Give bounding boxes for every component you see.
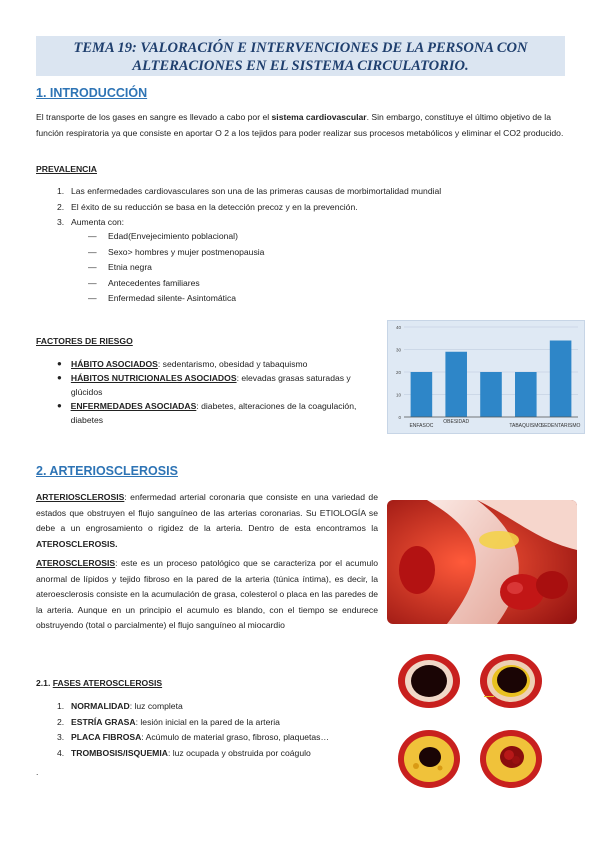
chart-bar	[515, 372, 537, 417]
fase-text: : luz ocupada y obstruida por coágulo	[167, 747, 311, 758]
chart-bar	[480, 372, 502, 417]
prevalencia-list	[57, 184, 567, 231]
item-number: 1.	[57, 701, 65, 711]
arterio-label: ARTERIOSCLEROSIS	[36, 492, 125, 502]
fases-list	[57, 699, 387, 761]
artery-section-fatty-streak	[476, 652, 546, 715]
fase-label: PLACA FIBROSA	[71, 732, 142, 742]
artery-section-fibrous-plaque	[394, 728, 464, 795]
x-tick-label: OBESIDAD	[443, 419, 470, 425]
list-item	[57, 399, 382, 427]
dash-icon: —	[88, 262, 97, 272]
y-tick-label: 10	[395, 392, 401, 398]
title-banner	[36, 36, 565, 76]
item-number: 2.	[57, 716, 65, 727]
sublist-item	[88, 276, 388, 292]
bullet-icon: ●	[57, 359, 62, 368]
list-item	[57, 357, 382, 371]
intro-text-b: . Sin embargo, constituye el último objetivo de la función respiratoria ya que consiste en aportar O 2 a los tejidos para poder realizar sus procesos metabólicos y eliminar el CO2 producido.	[36, 112, 564, 138]
fases-heading	[36, 678, 162, 688]
factor-label: HÁBITO ASOCIADOS	[71, 359, 158, 369]
item-number: 3.	[57, 217, 65, 227]
factor-text: : diabetes, alteraciones de la coagulación, diabetes	[70, 401, 357, 425]
intro-paragraph	[36, 110, 564, 141]
item-number: 1.	[57, 186, 65, 196]
intro-bold: sistema cardiovascular	[271, 112, 367, 122]
factor-label: HÁBITOS NUTRICIONALES ASOCIADOS	[70, 373, 237, 383]
intro-heading: 1. INTRODUCCIÓN	[36, 86, 148, 100]
bullet-icon: ●	[57, 401, 62, 410]
chart-bar	[411, 372, 433, 417]
list-item	[57, 371, 382, 399]
artery-section-normal	[394, 652, 464, 715]
sublist-item	[88, 229, 388, 245]
atero-paragraph	[36, 556, 378, 634]
title-line-1: TEMA 19: VALORACIÓN E INTERVENCIONES DE LA PERSONA CON	[73, 40, 528, 56]
bullet-icon: ●	[57, 373, 62, 382]
factor-label: ENFERMEDADES ASOCIADAS	[70, 401, 197, 411]
fase-text: : luz completa	[129, 701, 183, 711]
artery-illustration	[387, 500, 577, 624]
item-text: El éxito de su reducción se basa en la detección precoz y en la prevención.	[71, 201, 358, 212]
list-item	[57, 200, 567, 216]
document-title	[36, 39, 565, 75]
dash-icon: —	[88, 293, 97, 303]
artery-section-thrombosis	[476, 728, 546, 795]
arterio-bold: ATEROSCLEROSIS.	[36, 538, 118, 549]
fases-number: 2.1.	[36, 678, 51, 688]
y-tick-label: 30	[395, 347, 401, 353]
dash-icon: —	[88, 231, 97, 241]
arterio-paragraph	[36, 490, 378, 552]
y-tick-label: 20	[395, 370, 401, 375]
factores-list	[57, 357, 382, 427]
chart-bar	[445, 352, 467, 417]
sublist-item	[88, 291, 388, 307]
sublist-item	[88, 245, 388, 261]
title-line-2: ALTERACIONES EN EL SISTEMA CIRCULATORIO.	[132, 58, 469, 74]
artery-plaque-image-2	[394, 728, 464, 790]
list-item	[57, 184, 567, 200]
fase-label: NORMALIDAD	[71, 701, 130, 711]
list-item	[57, 746, 387, 762]
sublist-text: Antecedentes familiares	[108, 277, 200, 288]
risk-factor-chart	[387, 320, 585, 434]
sublist-text: Etnia negra	[108, 262, 152, 272]
factor-text: : elevadas grasas saturadas y glúcidos	[70, 373, 351, 397]
sublist-text: Sexo> hombres y mujer postmenopausia	[108, 246, 265, 257]
list-item	[57, 699, 387, 715]
x-tick-label: SEDENTARISMO	[540, 423, 581, 429]
fase-text: : Acúmulo de material graso, fibroso, plaquetas…	[141, 732, 330, 742]
list-item	[57, 730, 387, 746]
sublist-text: Enfermedad silente- Asintomática	[108, 293, 237, 303]
fase-label: TROMBOSIS/ISQUEMIA	[71, 747, 168, 758]
artery-normal-image	[394, 652, 464, 710]
y-tick-label: 40	[395, 325, 401, 330]
bar-chart	[388, 321, 584, 433]
x-tick-label: ENFASOC	[409, 423, 434, 429]
intro-text-a: El transporte de los gases en sangre es llevado a cabo por el	[36, 112, 272, 122]
factor-text: : sedentarismo, obesidad y tabaquismo	[157, 359, 308, 369]
factores-heading: FACTORES DE RIESGO	[36, 336, 133, 346]
artery-streak-image	[476, 652, 546, 710]
item-text: Aumenta con:	[71, 217, 125, 227]
artery-thrombosis-image	[476, 728, 546, 790]
arterio-heading: 2. ARTERIOSCLEROSIS	[36, 464, 178, 478]
chart-bar	[550, 341, 572, 418]
sublist-text: Edad(Envejecimiento poblacional)	[108, 231, 238, 241]
artery-plaque-image	[387, 500, 577, 624]
item-number: 3.	[57, 732, 65, 742]
atero-label: ATEROSCLEROSIS	[36, 558, 116, 568]
dash-icon: —	[88, 277, 97, 288]
fases-title: FASES ATEROSCLEROSIS	[52, 678, 163, 688]
sublist-item	[88, 260, 388, 276]
arterio-text: : enfermedad arterial coronaria que consiste en una variedad de estados que obstruyen el flujo sanguíneo de las arterias coronarias. Su ETIOLOGÍA se debe a un engrosamiento o rigidez de la arteria. Dentro de esta encontramos la	[36, 492, 378, 533]
item-number: 2.	[57, 201, 65, 212]
item-text: Las enfermedades cardiovasculares son una de las primeras causas de morbimortalidad mundial	[71, 186, 442, 196]
atero-text: : este es un proceso patológico que se caracteriza por el acumulo anormal de lípidos y tejido fibroso en la pared de la arteria (túnica íntima), es decir, la ateroesclerosis consiste en la acumulación de grasa, colesterol o placa en las paredes de la arteria. Aunque en un principio el acumulo es blando, con el tiempo se endurece obstruyendo (total o parcialmente) el flujo sanguíneo al miocardio	[36, 558, 378, 630]
list-item	[57, 715, 387, 731]
fase-label: ESTRÍA GRASA	[71, 716, 136, 727]
dash-icon: —	[88, 246, 97, 257]
prevalencia-heading: PREVALENCIA	[36, 164, 97, 174]
fase-text: : lesión inicial en la pared de la arteria	[135, 716, 280, 727]
prevalencia-sublist	[88, 229, 388, 307]
x-tick-label: TABAQUISMO	[509, 423, 543, 429]
item-number: 4.	[57, 747, 65, 758]
y-tick-label: 0	[398, 415, 401, 420]
trailing-dot: .	[36, 767, 39, 777]
